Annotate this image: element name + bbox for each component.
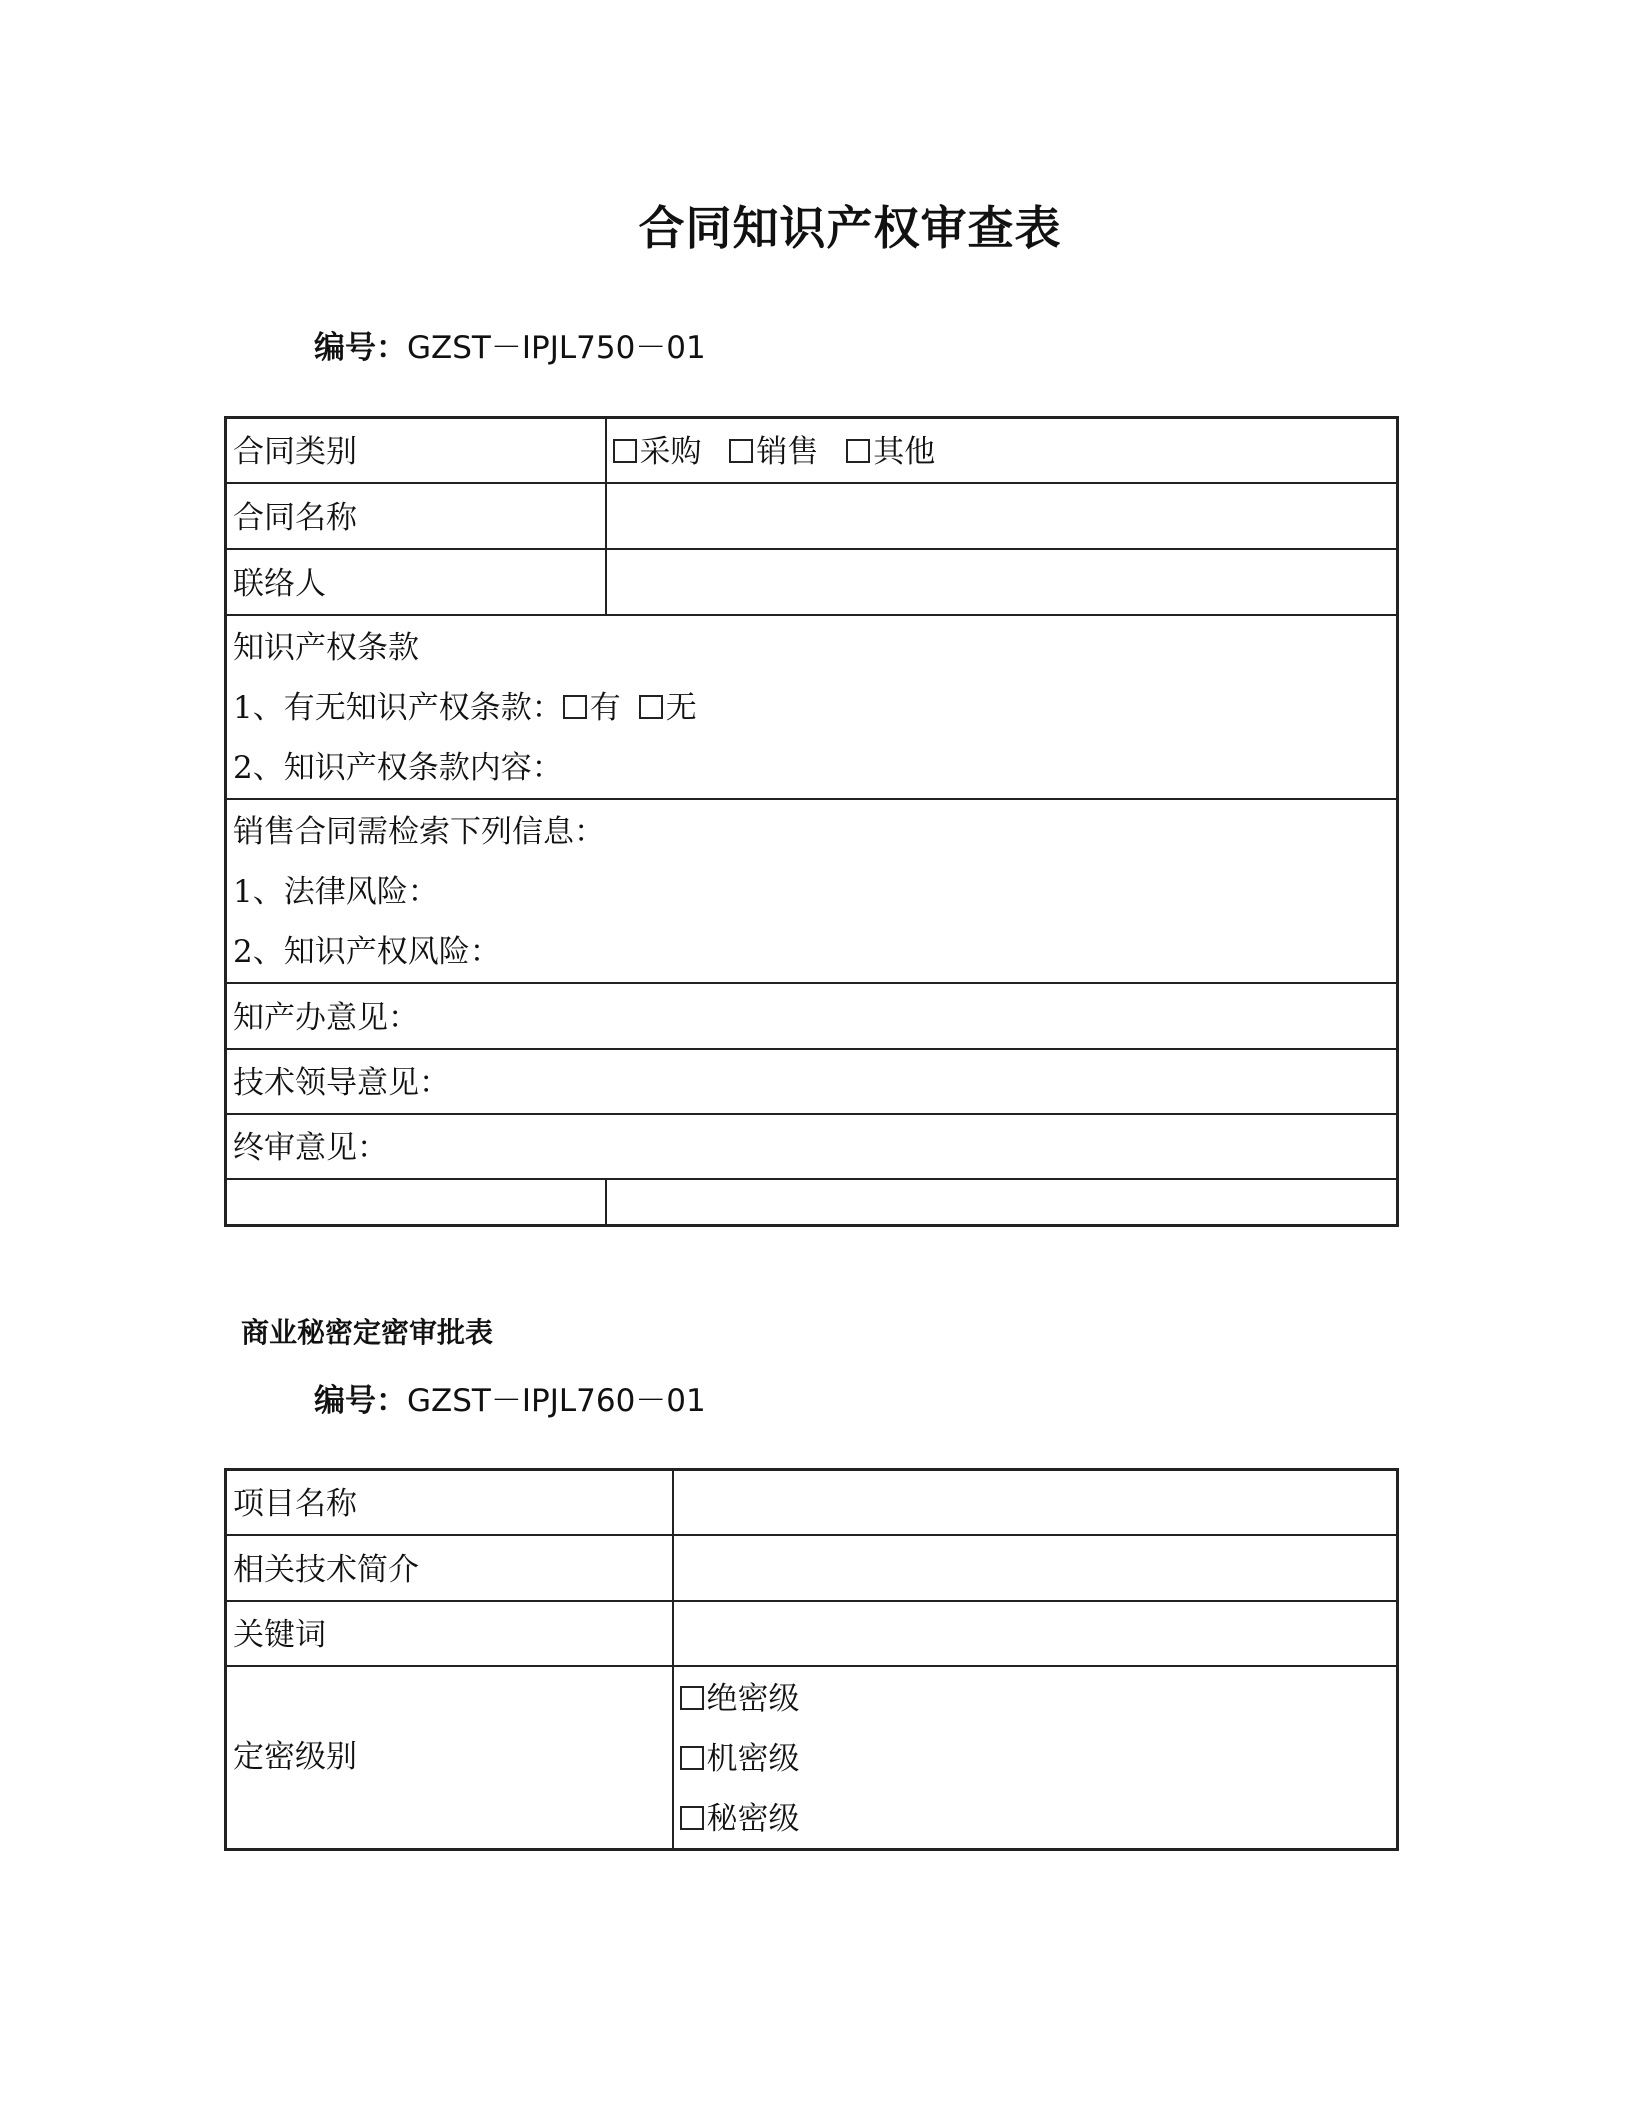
blank-cell-right[interactable] <box>606 1179 1398 1226</box>
option-no[interactable]: 无 <box>639 690 697 726</box>
form2-code-label: 编号： <box>314 1383 407 1419</box>
row-final-opinion <box>226 1114 1398 1179</box>
ip-office-opinion[interactable]: 知产办意见： <box>226 983 1398 1049</box>
checkbox-icon[interactable] <box>729 439 753 463</box>
contact-field[interactable] <box>606 549 1398 615</box>
option-secret[interactable]: 秘密级 <box>680 1787 1397 1847</box>
ip-clause-item-1: 1、有无知识产权条款： 有 无 <box>233 689 697 726</box>
checkbox-icon[interactable] <box>563 695 587 719</box>
ip-clause-heading: 知识产权条款 <box>233 629 419 666</box>
tech-intro-field[interactable] <box>673 1535 1398 1601</box>
row-contract-type <box>226 418 1398 483</box>
ip-clause-cell <box>226 615 1398 799</box>
option-purchase[interactable]: 采购 <box>613 434 702 470</box>
blank-cell-left[interactable] <box>226 1179 606 1226</box>
form1-code <box>314 322 706 367</box>
contract-type-options <box>606 418 1398 483</box>
row-contact <box>226 549 1398 615</box>
tech-leader-opinion[interactable]: 技术领导意见： <box>226 1049 1398 1114</box>
form1-code-label: 编号： <box>314 330 407 366</box>
keywords-field[interactable] <box>673 1601 1398 1666</box>
contract-name-field[interactable] <box>606 483 1398 549</box>
contract-type-label: 合同类别 <box>226 418 606 483</box>
option-confidential[interactable]: 机密级 <box>680 1727 1397 1787</box>
final-opinion[interactable]: 终审意见： <box>226 1114 1398 1179</box>
option-sales[interactable]: 销售 <box>729 434 818 470</box>
checkbox-icon[interactable] <box>680 1806 704 1830</box>
trade-secret-approval-table <box>224 1468 1399 1851</box>
option-yes[interactable]: 有 <box>563 690 621 726</box>
row-tech-leader-opinion <box>226 1049 1398 1114</box>
form2-code-value: GZST－IPJL760－01 <box>407 1383 706 1419</box>
row-tech-intro <box>226 1535 1398 1601</box>
row-blank <box>226 1179 1398 1226</box>
option-top-secret[interactable]: 绝密级 <box>680 1667 1397 1727</box>
checkbox-icon[interactable] <box>846 439 870 463</box>
project-name-field[interactable] <box>673 1470 1398 1535</box>
form2-code <box>314 1375 706 1420</box>
checkbox-icon[interactable] <box>680 1746 704 1770</box>
classification-label: 定密级别 <box>226 1666 673 1850</box>
contract-ip-review-table <box>224 416 1399 1227</box>
row-project-name <box>226 1470 1398 1535</box>
sales-check-heading: 销售合同需检索下列信息： <box>233 813 605 850</box>
row-classification <box>226 1666 1398 1850</box>
row-ip-office-opinion <box>226 983 1398 1049</box>
contract-name-label: 合同名称 <box>226 483 606 549</box>
contact-label: 联络人 <box>226 549 606 615</box>
sales-check-cell <box>226 799 1398 983</box>
row-sales-check <box>226 799 1398 983</box>
row-contract-name <box>226 483 1398 549</box>
checkbox-icon[interactable] <box>639 695 663 719</box>
classification-options <box>673 1666 1398 1850</box>
section-title: 商业秘密定密审批表 <box>241 1316 494 1349</box>
project-name-label: 项目名称 <box>226 1470 673 1535</box>
form1-code-value: GZST－IPJL750－01 <box>407 330 706 366</box>
row-keywords <box>226 1601 1398 1666</box>
ip-clause-item-2: 2、知识产权条款内容： <box>233 749 563 786</box>
sales-check-item-2: 2、知识产权风险： <box>233 933 501 970</box>
option-other[interactable]: 其他 <box>846 434 935 470</box>
row-ip-clause <box>226 615 1398 799</box>
keywords-label: 关键词 <box>226 1601 673 1666</box>
tech-intro-label: 相关技术简介 <box>226 1535 673 1601</box>
sales-check-item-1: 1、法律风险： <box>233 873 439 910</box>
checkbox-icon[interactable] <box>680 1686 704 1710</box>
page-title: 合同知识产权审查表 <box>638 201 1062 255</box>
checkbox-icon[interactable] <box>613 439 637 463</box>
